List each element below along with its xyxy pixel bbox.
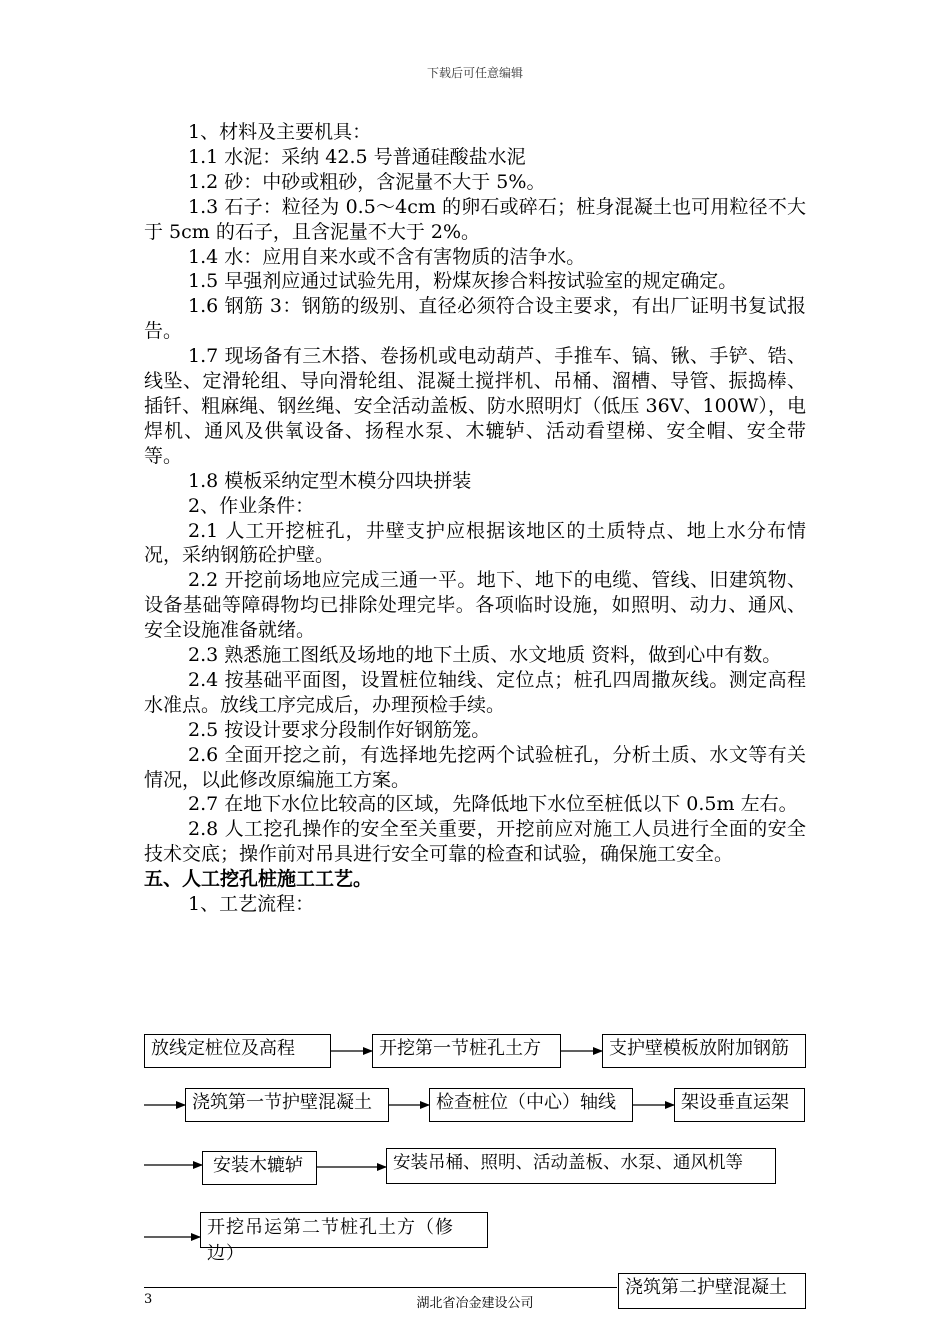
- page-number: 3: [144, 1292, 153, 1307]
- paragraph: 2.4 按基础平面图，设置桩位轴线、定位点；桩孔四周撒灰线。测定高程水准点。放线工序完成后，办理预检手续。: [144, 668, 806, 716]
- paragraph: 1.1 水泥：采纳 42.5 号普通硅酸盐水泥: [188, 145, 526, 168]
- flow-step: 检查桩位（中心）轴线: [429, 1088, 633, 1122]
- flow-step: 浇筑第二护壁混凝土: [618, 1273, 806, 1309]
- flow-step: 安装吊桶、照明、活动盖板、水泵、通风机等: [386, 1148, 776, 1184]
- paragraph: 2.8 人工挖孔操作的安全至关重要，开挖前应对施工人员进行全面的安全技术交底；操作前对吊具进行安全可靠的检查和试验，确保施工安全。: [144, 818, 806, 866]
- paragraph: 1.6 钢筋 3：钢筋的级别、直径必须符合设主要求，有出厂证明书复试报告。: [144, 295, 806, 343]
- paragraph: 1.2 砂：中砂或粗砂，含泥量不大于 5%。: [188, 170, 546, 193]
- paragraph: 2.6 全面开挖之前，有选择地先挖两个试验桩孔，分析土质、水文等有关情况，以此修改原编施工方案。: [144, 743, 806, 791]
- paragraph: 2.5 按设计要求分段制作好钢筋笼。: [188, 718, 491, 741]
- paragraph: 2.2 开挖前场地应完成三通一平。地下、地下的电缆、管线、旧建筑物、设备基础等障碍物均已排除处理完毕。各项临时设施，如照明、动力、通风、安全设施准备就绪。: [144, 569, 806, 642]
- footer-company: 湖北省冶金建设公司: [416, 1296, 534, 1311]
- flow-step: 支护壁模板放附加钢筋: [602, 1034, 806, 1068]
- footer-divider: [144, 1287, 617, 1288]
- paragraph: 1.7 现场备有三木搭、卷扬机或电动葫芦、手推车、镐、锹、手铲、锆、线坠、定滑轮组、导向滑轮组、混凝土搅拌机、吊桶、溜槽、导管、振捣棒、插钎、粗麻绳、钢丝绳、安全活动盖板、防水照明灯（低压 36V、100W），电焊机、通风及供氧设备、扬程水泵、木辘轳、活动看望梯、安全帽、安全带等。: [144, 345, 806, 467]
- flow-step: 浇筑第一节护壁混凝土: [185, 1088, 389, 1122]
- paragraph: 1、材料及主要机具：: [188, 121, 372, 143]
- paragraph: 2.7 在地下水位比较高的区域，先降低地下水位至桩低以下 0.5m 左右。: [188, 793, 798, 816]
- paragraph: 2.1 人工开挖桩孔，井壁支护应根据该地区的土质特点、地上水分布情况，采纳钢筋砼护壁。: [144, 519, 806, 567]
- section-heading: 五、人工挖孔桩施工工艺。: [144, 868, 373, 891]
- flow-step: 开挖第一节桩孔土方: [372, 1034, 561, 1068]
- paragraph: 2、作业条件：: [188, 494, 315, 517]
- page-header: 下载后可任意编辑: [426, 66, 523, 80]
- flow-step: 安装木辘轳: [202, 1151, 317, 1185]
- flow-step: 放线定桩位及高程: [144, 1034, 331, 1068]
- paragraph: 2.3 熟悉施工图纸及场地的地下土质、水文地质 资料，做到心中有数。: [188, 644, 782, 667]
- paragraph: 1.5 早强剂应通过试验先用，粉煤灰掺合料按试验室的规定确定。: [188, 270, 738, 293]
- paragraph: 1.3 石子：粒径为 0.5～4cm 的卵石或碎石；桩身混凝土也可用粒径不大于 5cm 的石子，且含泥量不大于 2%。: [144, 195, 806, 243]
- flow-step: 开挖吊运第二节桩孔土方（修边）: [200, 1212, 488, 1248]
- paragraph: 1.8 模板采纳定型木模分四块拼装: [188, 469, 472, 492]
- flow-step: 架设垂直运架: [674, 1088, 805, 1122]
- paragraph: 1、工艺流程：: [188, 893, 315, 916]
- paragraph: 1.4 水：应用自来水或不含有害物质的洁争水。: [188, 245, 586, 268]
